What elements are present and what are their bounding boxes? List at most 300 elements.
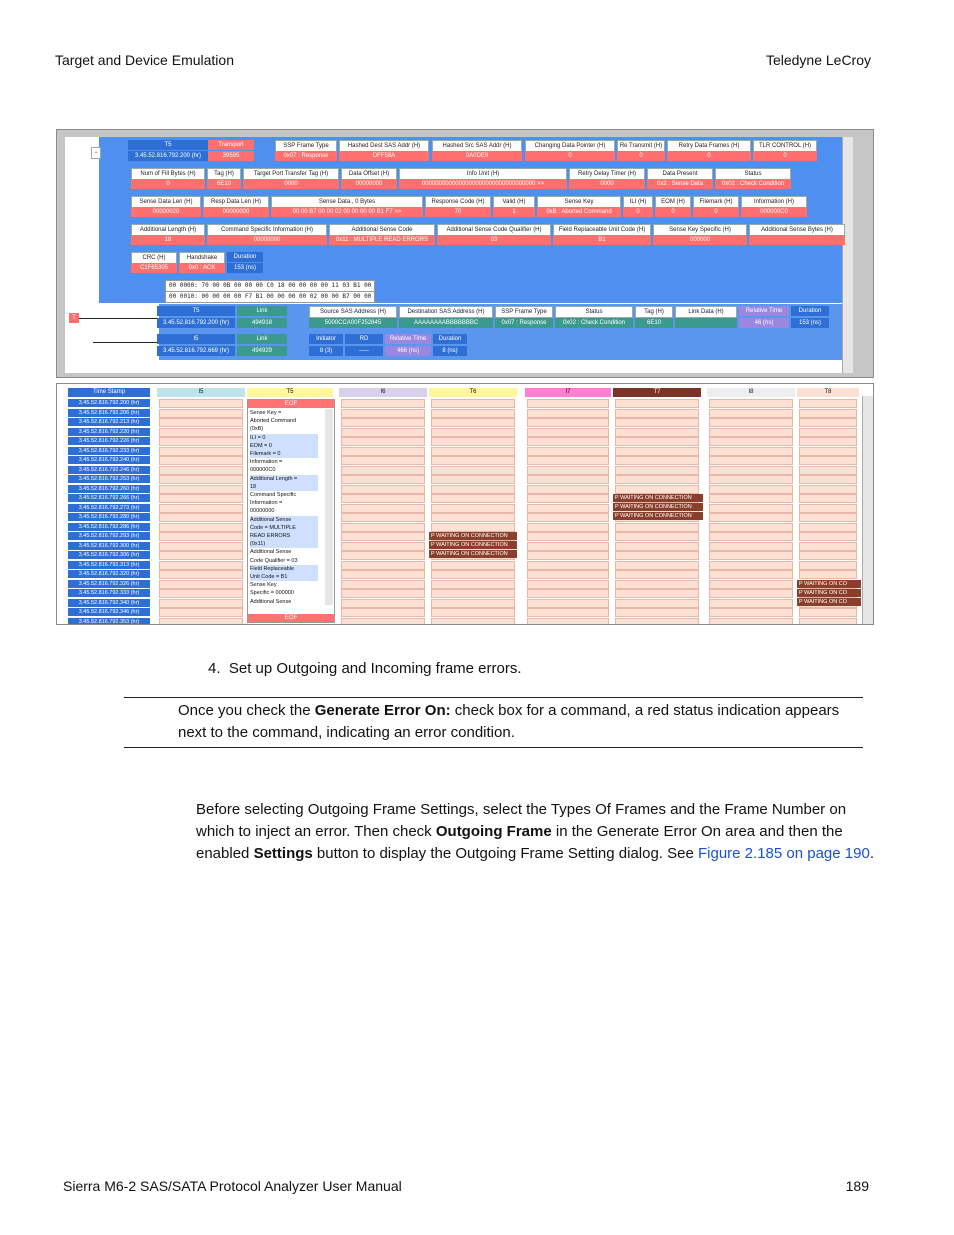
- note-text-part: check box for a command, a red status indication appears next to the command, indicating an error condition.: [178, 702, 840, 741]
- grid-cell[interactable]: [709, 504, 793, 513]
- vertical-scrollbar[interactable]: [862, 396, 873, 624]
- timestamp-cell[interactable]: 3.45.52.816.792.286 (hr): [68, 523, 150, 531]
- grid-cell[interactable]: [159, 485, 243, 494]
- grid-cell[interactable]: [527, 466, 609, 475]
- timestamp-cell[interactable]: 3.45.52.816.792.266 (hr): [68, 494, 150, 502]
- cell-link-data-label: Link Data (H): [675, 306, 737, 318]
- column-header-i8[interactable]: I8: [707, 388, 795, 397]
- cell-initiator-value: 8 (3): [309, 346, 343, 356]
- grid-cell[interactable]: [159, 513, 243, 522]
- column-header-t6[interactable]: T6: [429, 388, 517, 397]
- detail-line: 000000C0: [250, 467, 276, 474]
- grid-cell[interactable]: [527, 418, 609, 427]
- timestamp-cell[interactable]: 3.45.52.816.792.226 (hr): [68, 437, 150, 445]
- grid-cell[interactable]: [709, 456, 793, 465]
- grid-cell[interactable]: [615, 561, 699, 570]
- cell-ascq-value: 03: [437, 235, 551, 245]
- eof-marker: EOF: [248, 614, 334, 622]
- timestamp-cell[interactable]: 3.45.52.816.792.293 (hr): [68, 532, 150, 540]
- grid-cell[interactable]: [527, 456, 609, 465]
- timestamp-cell[interactable]: 3.45.52.816.792.320 (hr): [68, 570, 150, 578]
- grid-cell[interactable]: [709, 399, 793, 408]
- grid-cell[interactable]: [615, 599, 699, 608]
- grid-cell[interactable]: [615, 466, 699, 475]
- waiting-on-connection-cell: P WAITING ON CONNECTION: [613, 494, 703, 502]
- grid-cell[interactable]: [527, 494, 609, 503]
- waiting-on-connection-cell: P WAITING ON CONNECTION: [429, 541, 517, 549]
- cell-asc-value: 0x11 : MULTIPLE READ ERRORS: [329, 235, 435, 245]
- grid-cell[interactable]: [709, 418, 793, 427]
- column-header-i7[interactable]: I7: [525, 388, 611, 397]
- popup-scrollbar[interactable]: [325, 409, 333, 605]
- grid-cell[interactable]: [431, 428, 515, 437]
- timestamp-cell[interactable]: 3.45.52.816.792.280 (hr): [68, 513, 150, 521]
- grid-cell[interactable]: [799, 485, 857, 494]
- grid-cell[interactable]: [615, 542, 699, 551]
- grid-cell[interactable]: [615, 418, 699, 427]
- grid-cell[interactable]: [799, 523, 857, 532]
- grid-cell[interactable]: [341, 475, 425, 484]
- cell-asb-label: Additional Sense Bytes (H): [749, 224, 845, 236]
- cell-hsrc-value: 0A0DE9: [432, 151, 522, 161]
- grid-cell[interactable]: [799, 428, 857, 437]
- grid-cell[interactable]: [799, 466, 857, 475]
- cell-t5-label: T5: [128, 140, 208, 150]
- grid-cell[interactable]: [709, 437, 793, 446]
- grid-cell[interactable]: [341, 523, 425, 532]
- detail-line: Unit Code = B1: [250, 573, 318, 581]
- timestamp-cell[interactable]: 3.45.52.816.792.306 (hr): [68, 551, 150, 559]
- grid-cell[interactable]: [341, 428, 425, 437]
- timestamp-cell[interactable]: 3.45.52.816.792.200 (hr): [68, 399, 150, 407]
- grid-cell[interactable]: [431, 504, 515, 513]
- grid-cell[interactable]: [709, 618, 793, 626]
- grid-cell[interactable]: [527, 570, 609, 579]
- grid-cell[interactable]: [159, 475, 243, 484]
- detail-line: Code Qualifier = 03: [250, 557, 298, 564]
- grid-cell[interactable]: [159, 523, 243, 532]
- grid-cell[interactable]: [341, 561, 425, 570]
- step-number: 4.: [208, 660, 221, 677]
- cell-hdest-label: Hashed Dest SAS Addr (H): [339, 140, 429, 152]
- grid-cell[interactable]: [615, 437, 699, 446]
- detail-line: Sense Key =: [250, 410, 282, 416]
- grid-cell[interactable]: [709, 447, 793, 456]
- grid-cell[interactable]: [159, 428, 243, 437]
- grid-cell[interactable]: [615, 475, 699, 484]
- cell-rdt-value: 0000: [569, 179, 645, 189]
- grid-cell[interactable]: [431, 599, 515, 608]
- grid-cell[interactable]: [709, 608, 793, 617]
- grid-cell[interactable]: [341, 608, 425, 617]
- grid-cell[interactable]: [341, 551, 425, 560]
- cell-retransmit-value: 0: [617, 151, 665, 161]
- cell-information-value: 000000C0: [741, 207, 807, 217]
- grid-cell[interactable]: [159, 466, 243, 475]
- timestamp-cell[interactable]: 3.45.52.816.792.220 (hr): [68, 428, 150, 436]
- grid-cell[interactable]: [799, 494, 857, 503]
- para-text: .: [869, 845, 874, 862]
- grid-cell[interactable]: [709, 589, 793, 598]
- cell-dst-label: Destination SAS Address (H): [399, 306, 493, 318]
- grid-cell[interactable]: [799, 570, 857, 579]
- grid-cell[interactable]: [709, 599, 793, 608]
- grid-cell[interactable]: [159, 437, 243, 446]
- grid-cell[interactable]: [799, 409, 857, 418]
- cell-sense-data-value: 00 00 B7 00 00 02 00 00 00 00 B1 F7 >>: [271, 207, 423, 217]
- grid-cell[interactable]: [615, 409, 699, 418]
- grid-cell[interactable]: [341, 532, 425, 541]
- cell-handshake-value: 0x0 : ACK: [179, 263, 225, 273]
- note-bold-term: Generate Error On:: [314, 702, 451, 719]
- cell-valid-value: 1: [493, 207, 535, 217]
- grid-cell[interactable]: [527, 485, 609, 494]
- grid-cell[interactable]: [159, 608, 243, 617]
- grid-cell[interactable]: [341, 409, 425, 418]
- tree-connector: [93, 342, 163, 343]
- timestamp-cell[interactable]: 3.45.52.816.792.353 (hr): [68, 618, 150, 626]
- detail-line: Information =: [250, 500, 283, 507]
- cell-ssp-value: 0x07 : Response: [275, 151, 337, 161]
- cell-rdl-label: Resp Data Len (H): [203, 196, 269, 208]
- grid-cell[interactable]: [431, 523, 515, 532]
- cell-initiator-label: Initiator: [309, 334, 343, 344]
- detail-line: Additional Sense: [250, 516, 318, 524]
- grid-cell[interactable]: [527, 447, 609, 456]
- grid-cell[interactable]: [431, 513, 515, 522]
- timestamp-cell[interactable]: 3.45.52.816.792.340 (hr): [68, 599, 150, 607]
- detail-line: Filemark = 0: [250, 450, 318, 458]
- grid-cell[interactable]: [709, 570, 793, 579]
- cell-ascq-label: Additional Sense Code Qualifier (H): [437, 224, 551, 236]
- grid-cell[interactable]: [159, 399, 243, 408]
- grid-cell[interactable]: [527, 428, 609, 437]
- grid-cell[interactable]: [431, 608, 515, 617]
- grid-cell[interactable]: [799, 399, 857, 408]
- cell-status-value: 0x02 : Check Condition: [555, 318, 633, 328]
- grid-cell[interactable]: [159, 570, 243, 579]
- cell-relative-time-value: 46 (ns): [739, 318, 789, 328]
- grid-cell[interactable]: [159, 618, 243, 626]
- grid-cell[interactable]: [799, 456, 857, 465]
- grid-cell[interactable]: [341, 447, 425, 456]
- cell-al-value: 18: [131, 235, 205, 245]
- cell-rdl-value: 00000000: [203, 207, 269, 217]
- grid-cell[interactable]: [709, 542, 793, 551]
- grid-cell[interactable]: [799, 513, 857, 522]
- grid-cell[interactable]: [709, 513, 793, 522]
- grid-cell[interactable]: [341, 485, 425, 494]
- cell-eom-value: 0: [655, 207, 691, 217]
- grid-cell[interactable]: [341, 437, 425, 446]
- cell-tptt-value: 0000: [243, 179, 339, 189]
- grid-cell[interactable]: [799, 475, 857, 484]
- grid-cell[interactable]: [527, 475, 609, 484]
- cell-crc-value: C1F65305: [131, 263, 177, 273]
- cell-asc-label: Additional Sense Code: [329, 224, 435, 236]
- detail-line: Sense Key: [250, 582, 277, 589]
- cell-status-label: Status: [715, 168, 791, 180]
- grid-cell[interactable]: [709, 580, 793, 589]
- grid-cell[interactable]: [159, 456, 243, 465]
- cell-sks-value: 000000: [653, 235, 747, 245]
- para-bold-outgoing-frame: Outgoing Frame: [435, 823, 552, 840]
- cell-transport-value: 39595: [208, 151, 254, 161]
- grid-cell[interactable]: [159, 409, 243, 418]
- cell-eom-label: EOM (H): [655, 196, 691, 208]
- grid-cell[interactable]: [341, 542, 425, 551]
- grid-cell[interactable]: [709, 475, 793, 484]
- cell-i5-value: 3.45.52.816.792.669 (hr): [157, 346, 235, 356]
- cell-duration-label: Duration: [227, 252, 263, 262]
- cell-dp-value: 0x2 : Sense Data: [647, 179, 713, 189]
- grid-cell[interactable]: [527, 504, 609, 513]
- grid-cell[interactable]: [431, 485, 515, 494]
- column-header-t5[interactable]: T5: [247, 388, 333, 397]
- column-header-t7[interactable]: T7: [613, 388, 701, 397]
- grid-cell[interactable]: [527, 523, 609, 532]
- cell-csi-label: Command Specific Information (H): [207, 224, 327, 236]
- grid-cell[interactable]: [799, 618, 857, 626]
- figure-link[interactable]: Figure 2.185 on page 190: [698, 845, 870, 862]
- para-bold-settings: Settings: [253, 845, 313, 862]
- grid-cell[interactable]: [615, 399, 699, 408]
- grid-cell[interactable]: [615, 608, 699, 617]
- cell-ili-value: 0: [623, 207, 653, 217]
- detail-line: READ ERRORS: [250, 532, 318, 540]
- grid-cell[interactable]: [341, 570, 425, 579]
- grid-cell[interactable]: [341, 494, 425, 503]
- grid-cell[interactable]: [709, 428, 793, 437]
- grid-cell[interactable]: [431, 570, 515, 579]
- grid-cell[interactable]: [527, 437, 609, 446]
- para-text: in the Generate Error On area and then the enabled: [196, 823, 843, 862]
- detail-line: EOM = 0: [250, 442, 318, 450]
- grid-cell[interactable]: [709, 532, 793, 541]
- grid-cell[interactable]: [431, 447, 515, 456]
- grid-cell[interactable]: [615, 447, 699, 456]
- cell-link-label: Link: [237, 306, 287, 316]
- grid-cell[interactable]: [159, 561, 243, 570]
- cell-doff-value: 00000000: [341, 179, 397, 189]
- grid-cell[interactable]: [341, 618, 425, 626]
- cell-src-value: 5000CCA00F252845: [309, 318, 397, 328]
- grid-cell[interactable]: [615, 589, 699, 598]
- cell-valid-label: Valid (H): [493, 196, 535, 208]
- grid-cell[interactable]: [615, 551, 699, 560]
- grid-cell[interactable]: [709, 561, 793, 570]
- grid-cell[interactable]: [341, 513, 425, 522]
- column-header-timestamp[interactable]: Time Stamp: [68, 388, 150, 397]
- grid-cell[interactable]: [159, 599, 243, 608]
- cell-rd-value: -----: [345, 346, 383, 356]
- grid-cell[interactable]: [341, 418, 425, 427]
- timestamp-cell[interactable]: 3.45.52.816.792.253 (hr): [68, 475, 150, 483]
- grid-cell[interactable]: [159, 494, 243, 503]
- timestamp-cell[interactable]: 3.45.52.816.792.206 (hr): [68, 409, 150, 417]
- cell-sense-key-label: Sense Key: [537, 196, 621, 208]
- grid-cell[interactable]: [431, 580, 515, 589]
- column-header-i5[interactable]: I5: [157, 388, 245, 397]
- collapse-icon[interactable]: −: [91, 147, 101, 159]
- timestamp-cell[interactable]: 3.45.52.816.792.346 (hr): [68, 608, 150, 616]
- grid-cell[interactable]: [159, 418, 243, 427]
- cell-status-label: Status: [555, 306, 633, 318]
- grid-cell[interactable]: [799, 542, 857, 551]
- timestamp-cell[interactable]: 3.45.52.816.792.233 (hr): [68, 447, 150, 455]
- grid-cell[interactable]: [159, 504, 243, 513]
- grid-cell[interactable]: [527, 561, 609, 570]
- grid-cell[interactable]: [615, 532, 699, 541]
- cell-link-data-value: [675, 318, 737, 328]
- cell-retry-label: Retry Data Frames (H): [667, 140, 751, 152]
- grid-cell[interactable]: [615, 570, 699, 579]
- grid-cell[interactable]: [709, 485, 793, 494]
- grid-cell[interactable]: [615, 428, 699, 437]
- timestamp-cell[interactable]: 3.45.52.816.792.260 (hr): [68, 485, 150, 493]
- cell-fru-value: B1: [553, 235, 651, 245]
- cell-al-label: Additional Length (H): [131, 224, 205, 236]
- detail-line: 18: [250, 483, 318, 491]
- grid-cell[interactable]: [431, 418, 515, 427]
- cell-csi-value: 00000000: [207, 235, 327, 245]
- cell-dst-value: AAAAAAAABBBBBBBC: [399, 318, 493, 328]
- grid-cell[interactable]: [431, 561, 515, 570]
- cell-i5-label: I5: [157, 334, 235, 344]
- timestamp-cell[interactable]: 3.45.52.816.792.273 (hr): [68, 504, 150, 512]
- timestamp-cell[interactable]: 3.45.52.816.792.326 (hr): [68, 580, 150, 588]
- cell-t5-value: 3.45.52.816.792.200 (hr): [157, 318, 235, 328]
- eof-marker: EOF: [248, 400, 334, 408]
- timestamp-cell[interactable]: 3.45.52.816.792.333 (hr): [68, 589, 150, 597]
- grid-cell[interactable]: [159, 532, 243, 541]
- grid-cell[interactable]: [709, 551, 793, 560]
- grid-cell[interactable]: [799, 608, 857, 617]
- cell-handshake-label: Handshake: [179, 252, 225, 264]
- cell-transport-label: Transport: [208, 140, 254, 150]
- vertical-scrollbar[interactable]: [842, 137, 853, 373]
- grid-cell[interactable]: [615, 523, 699, 532]
- grid-cell[interactable]: [709, 494, 793, 503]
- detail-line: Additional Length =: [250, 475, 318, 483]
- column-header-i6[interactable]: I6: [339, 388, 427, 397]
- timestamp-cell[interactable]: 3.45.52.816.792.213 (hr): [68, 418, 150, 426]
- cell-hsrc-label: Hashed Src SAS Addr (H): [432, 140, 522, 152]
- cell-info-unit-value: 0000000000000000000000000000000000 >>: [399, 179, 567, 189]
- detail-line: 00000000: [250, 508, 275, 515]
- grid-cell[interactable]: [527, 409, 609, 418]
- grid-cell[interactable]: [431, 399, 515, 408]
- grid-cell[interactable]: [431, 494, 515, 503]
- grid-cell[interactable]: [799, 551, 857, 560]
- cell-sks-label: Sense Key Specific (H): [653, 224, 747, 236]
- grid-cell[interactable]: [341, 456, 425, 465]
- cell-retry-value: 0: [667, 151, 751, 161]
- cell-fru-label: Field Replaceable Unit Code (H): [553, 224, 651, 236]
- cell-ili-label: ILI (H): [623, 196, 653, 208]
- grid-cell[interactable]: [431, 475, 515, 484]
- grid-cell[interactable]: [431, 437, 515, 446]
- grid-cell[interactable]: [615, 580, 699, 589]
- grid-cell[interactable]: [159, 542, 243, 551]
- grid-cell[interactable]: [527, 513, 609, 522]
- cell-tag-label: Tag (H): [207, 168, 241, 180]
- grid-cell[interactable]: [799, 504, 857, 513]
- para-text: Before selecting Outgoing Frame Settings, select the Types Of Frames and the Frame Number on which to inject an error. Then check: [196, 801, 847, 840]
- grid-cell[interactable]: [615, 618, 699, 626]
- grid-cell[interactable]: [159, 589, 243, 598]
- cell-relative-time-label: Relative Time: [385, 334, 431, 344]
- column-header-t8[interactable]: T8: [797, 388, 859, 397]
- grid-cell[interactable]: [159, 551, 243, 560]
- grid-cell[interactable]: [431, 589, 515, 598]
- grid-cell[interactable]: [431, 466, 515, 475]
- timestamp-cell[interactable]: 3.45.52.816.792.240 (hr): [68, 456, 150, 464]
- cell-filemark-value: 0: [693, 207, 739, 217]
- grid-cell[interactable]: [341, 504, 425, 513]
- grid-cell[interactable]: [709, 409, 793, 418]
- grid-cell[interactable]: [527, 399, 609, 408]
- grid-cell[interactable]: [799, 447, 857, 456]
- grid-cell[interactable]: [527, 599, 609, 608]
- timestamp-cell[interactable]: 3.45.52.816.792.313 (hr): [68, 561, 150, 569]
- grid-cell[interactable]: [431, 409, 515, 418]
- grid-cell[interactable]: [341, 589, 425, 598]
- grid-cell[interactable]: [615, 485, 699, 494]
- grid-cell[interactable]: [159, 447, 243, 456]
- frame-detail-popup[interactable]: [247, 399, 335, 623]
- grid-cell[interactable]: [709, 523, 793, 532]
- grid-cell[interactable]: [527, 580, 609, 589]
- cell-ssp-label: SSP Frame Type: [495, 306, 553, 318]
- grid-cell[interactable]: [709, 466, 793, 475]
- cell-rc-label: Response Code (H): [425, 196, 491, 208]
- grid-cell[interactable]: [799, 418, 857, 427]
- grid-cell[interactable]: [159, 580, 243, 589]
- timestamp-cell[interactable]: 3.45.52.816.792.300 (hr): [68, 542, 150, 550]
- detail-line: ILI = 0: [250, 434, 318, 442]
- grid-cell[interactable]: [341, 580, 425, 589]
- grid-cell[interactable]: [341, 399, 425, 408]
- step-text: Set up Outgoing and Incoming frame errors.: [228, 660, 522, 677]
- grid-cell[interactable]: [431, 618, 515, 626]
- grid-cell[interactable]: [527, 542, 609, 551]
- grid-cell[interactable]: [527, 532, 609, 541]
- grid-cell[interactable]: [799, 561, 857, 570]
- cell-sense-key-value: 0xB : Aborted Command: [537, 207, 621, 217]
- waiting-on-connection-cell: P WAITING ON CONNECTION: [613, 512, 703, 520]
- step-item: [208, 658, 522, 680]
- grid-cell[interactable]: [527, 608, 609, 617]
- body-paragraph: [196, 799, 876, 865]
- grid-cell[interactable]: [341, 466, 425, 475]
- trace-view-panel: [56, 129, 874, 378]
- grid-cell[interactable]: [799, 437, 857, 446]
- grid-cell[interactable]: [799, 532, 857, 541]
- grid-cell[interactable]: [527, 618, 609, 626]
- tree-connector: [75, 318, 165, 319]
- grid-cell[interactable]: [615, 456, 699, 465]
- grid-cell[interactable]: [431, 456, 515, 465]
- cell-ssp-value: 0x07 : Response: [495, 318, 553, 328]
- grid-cell[interactable]: [341, 599, 425, 608]
- grid-cell[interactable]: [527, 551, 609, 560]
- grid-cell[interactable]: [527, 589, 609, 598]
- cell-relative-time-value: 466 (ns): [385, 346, 431, 356]
- cell-rc-value: 70: [425, 207, 491, 217]
- timestamp-cell[interactable]: 3.45.52.816.792.246 (hr): [68, 466, 150, 474]
- cell-duration-value: 153 (ns): [791, 318, 829, 328]
